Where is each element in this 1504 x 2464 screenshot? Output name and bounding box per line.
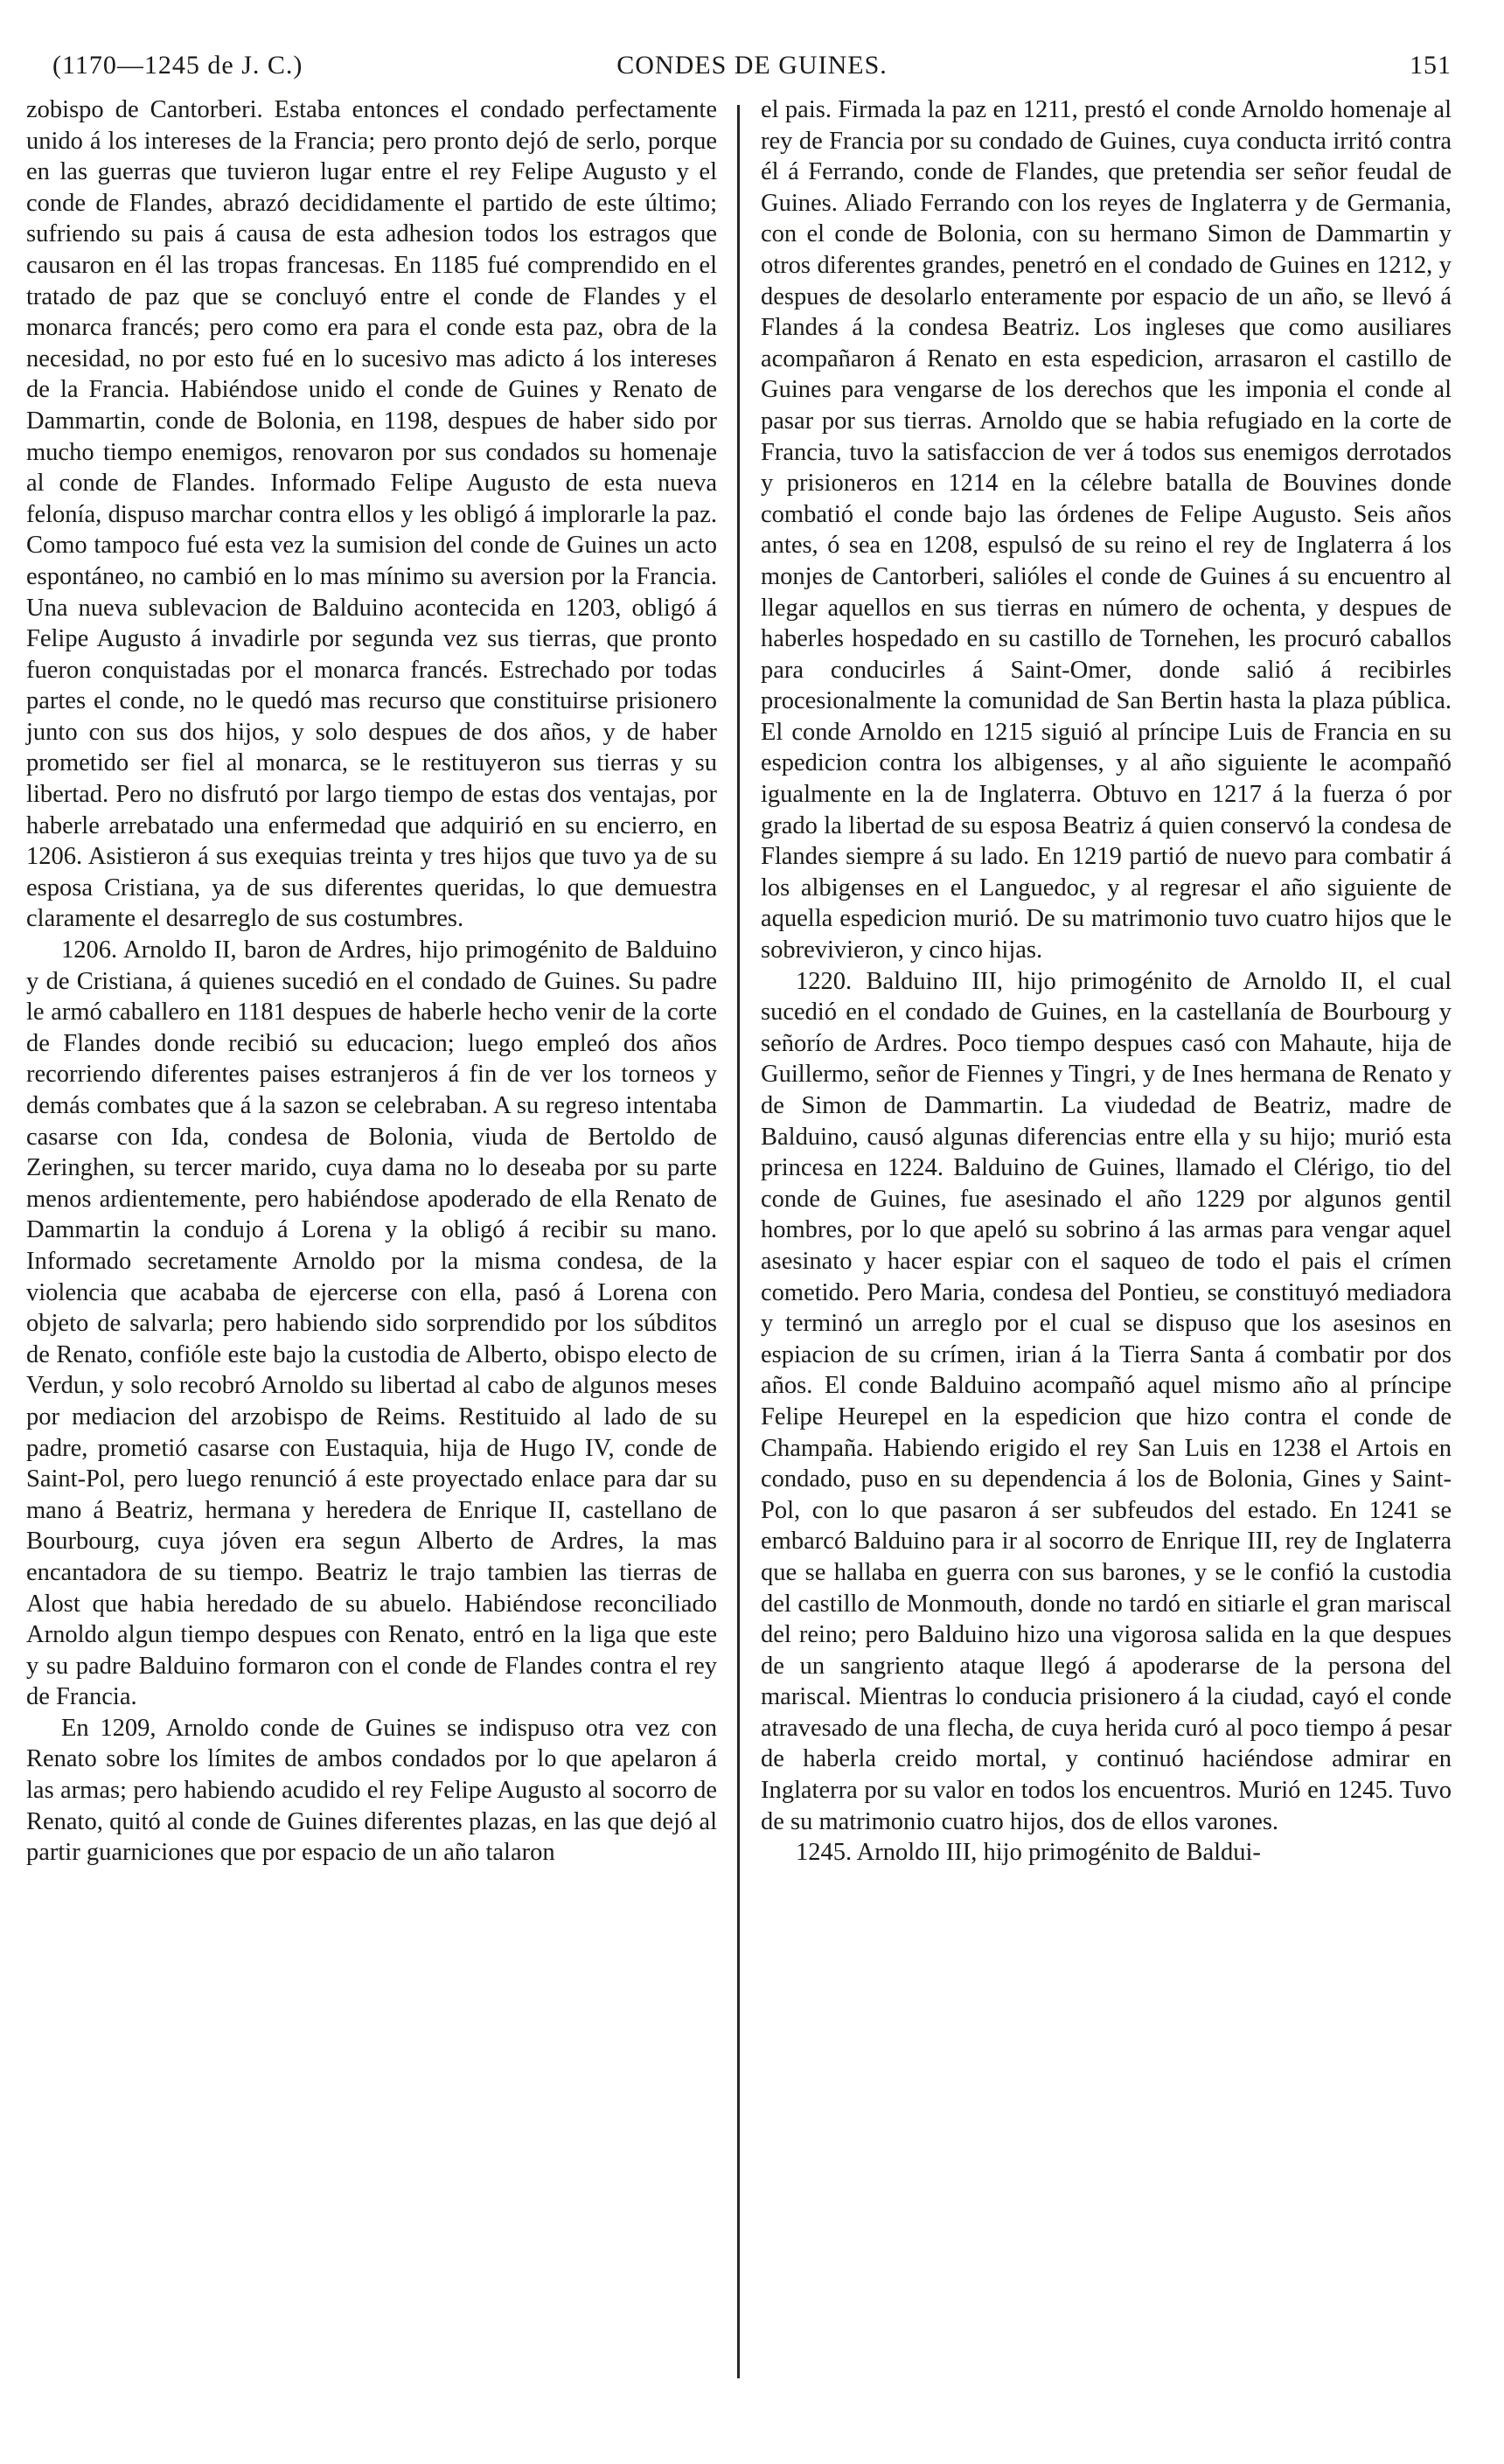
paragraph: el pais. Firmada la paz en 1211, prestó el conde Arnoldo homenaje al rey de Francia por su condado de Guines, cuya conducta irritó contra él á Ferrando, conde de Flandes, que pretendia ser señor feudal de Guines. Aliado Ferrando con los reyes de Inglaterra y de Germania, con el conde de Bolonia, con su hermano Simon de Dammartin y otros diferentes grandes, penetró en el condado de Guines en 1212, y despues de desolarlo enteramente por espacio de un año, se llevó á Flandes á la condesa Beatriz. Los ingleses que como ausiliares acompañaron á Renato en esta espedicion, arrasaron el castillo de Guines para vengarse de los derechos que les imponia el conde al pasar por sus tierras. Arnoldo que se habia refugiado en la corte de Francia, tuvo la satisfaccion de ver á todos sus enemigos derrotados y prisioneros en 1214 en la célebre batalla de Bouvines donde combatió el conde bajo las órdenes de Felipe Augusto. Seis años antes, ó sea en 1208, espulsó de su reino el rey de Inglaterra á los monjes de Cantorberi, salióles el conde de Guines á su encuentro al llegar aquellos en sus tierras en número de ochenta, y despues de haberles hospedado en su castillo de Tornehen, les procuró caballos para conducirles á Saint-Omer, donde salió á recibirles procesionalmente la comunidad de San Bertin hasta la plaza pública. El conde Arnoldo en 1215 siguió al príncipe Luis de Francia en su espedicion contra los albigenses, y al año siguiente le acompañó igualmente en la de Inglaterra. Obtuvo en 1217 á la fuerza ó por grado la libertad de su esposa Beatriz á quien conservó la condesa de Flandes siempre á su lado. En 1219 partió de nuevo para combatir á los albigenses en el Languedoc, y al regresar el año siguiente de aquella espedicion murió. De su matrimonio tuvo cuatro hijos que le sobrevivieron, y cinco hijas. <box>761 96 1452 964</box>
paragraph: En 1209, Arnoldo conde de Guines se indispuso otra vez con Renato sobre los límites de ambos condados por lo que apelaron á las armas; pero habiendo acudido el rey Felipe Augusto al socorro de Renato, quitó al conde de Guines diferentes plazas, en las que dejó al partir guarniciones que por espacio de un año talaron <box>26 1714 717 1867</box>
page <box>26 0 1478 2464</box>
page-number: 151 <box>1410 51 1452 80</box>
paragraph: 1245. Arnoldo III, hijo primogénito de Baldui- <box>796 1839 1261 1867</box>
column-divider <box>737 105 740 2378</box>
running-header <box>52 51 1452 86</box>
header-title: CONDES DE GUINES. <box>616 51 888 80</box>
left-column <box>26 94 717 1869</box>
paragraph: 1206. Arnoldo II, baron de Ardres, hijo primogénito de Balduino y de Cristiana, á quienes sucedió en el condado de Guines. Su padre le armó caballero en 1181 despues de haberle hecho venir de la corte de Flandes donde recibió su educacion; luego empleó dos años recorriendo diferentes paises estranjeros á fin de ver los torneos y demás combates que á la sazon se celebraban. A su regreso intentaba casarse con Ida, condesa de Bolonia, viuda de Bertoldo de Zeringhen, su tercer marido, cuya dama no lo deseaba por su parte menos ardientemente, pero habiéndose apoderado de ella Renato de Dammartin la condujo á Lorena y la obligó á recibir su mano. Informado secretamente Arnoldo por la misma condesa, de la violencia que acababa de ejercerse con ella, pasó á Lorena con objeto de salvarla; pero habiendo sido sorprendido por los súbditos de Renato, confióle este bajo la custodia de Alberto, obispo electo de Verdun, y solo recobró Arnoldo su libertad al cabo de algunos meses por mediacion del arzobispo de Reims. Restituido al lado de su padre, prometió casarse con Eustaquia, hija de Hugo IV, conde de Saint-Pol, pero luego renunció á este proyectado enlace para dar su mano á Beatriz, hermana y heredera de Enrique II, castellano de Bourbourg, cuya jóven era segun Alberto de Ardres, la mas encantadora de su tiempo. Beatriz le trajo tambien las tierras de Alost que habia heredado de su abuelo. Habiéndose reconciliado Arnoldo algun tiempo despues con Renato, entró en la liga que este y su padre Balduino formaron con el conde de Flandes contra el rey de Francia. <box>26 936 717 1711</box>
paragraph: 1220. Balduino III, hijo primogénito de Arnoldo II, el cual sucedió en el condado de Guines, en la castellanía de Bourbourg y señorío de Ardres. Poco tiempo despues casó con Mahaute, hija de Guillermo, señor de Fiennes y Tingri, y de Ines hermana de Renato y de Simon de Dammartin. La viudedad de Beatriz, madre de Balduino, causó algunas diferencias entre ella y su hijo; murió esta princesa en 1224. Balduino de Guines, llamado el Clérigo, tio del conde de Guines, fue asesinado el año 1229 por algunos gentil hombres, por lo que apeló su sobrino á las armas para vengar aquel asesinato y hacer espiar con el saqueo de todo el pais el crímen cometido. Pero Maria, condesa del Pontieu, se constituyó mediadora y terminó un arreglo por el cual se dispuso que los asesinos en espiacion de su crímen, irian á la Tierra Santa á combatir por dos años. El conde Balduino acompañó aquel mismo año al príncipe Felipe Heurepel en la espedicion que hizo contra el conde de Champaña. Habiendo erigido el rey San Luis en 1238 el Artois en condado, puso en su dependencia á los de Bolonia, Gines y Saint-Pol, con lo que pasaron á ser subfeudos del estado. En 1241 se embarcó Balduino para ir al socorro de Enrique III, rey de Inglaterra que se hallaba en guerra con sus barones, y se le confió la custodia del castillo de Monmouth, donde no tardó en sitiarle el gran mariscal del reino; pero Balduino hizo una vigorosa salida en la que despues de un sangriento ataque llegó á apoderarse de la persona del mariscal. Mientras lo conducia prisionero á la ciudad, cayó el conde atravesado de una flecha, de cuya herida curó al poco tiempo á pesar de haberla creido mortal, y continuó haciéndose admirar en Inglaterra por su valor en todos los encuentros. Murió en 1245. Tuvo de su matrimonio cuatro hijos, dos de ellos varones. <box>761 967 1452 1835</box>
paragraph: zobispo de Cantorberi. Estaba entonces el condado perfectamente unido á los intereses de la Francia; pero pronto dejó de serlo, porque en las guerras que tuvieron lugar entre el rey Felipe Augusto y el conde de Flandes, abrazó decididamente el partido de este último; sufriendo su pais á causa de esta adhesion todos los estragos que causaron en él las tropas francesas. En 1185 fué comprendido en el tratado de paz que se concluyó entre el conde de Flandes y el monarca francés; pero como era para el conde esta paz, obra de la necesidad, no por esto fué en lo sucesivo mas adicto á los intereses de la Francia. Habiéndose unido el conde de Guines y Renato de Dammartin, conde de Bolonia, en 1198, despues de haber sido por mucho tiempo enemigos, renovaron por sus condados su homenaje al conde de Flandes. Informado Felipe Augusto de esta nueva felonía, dispuso marchar contra ellos y les obligó á implorarle la paz. Como tampoco fué esta vez la sumision del conde de Guines un acto espontáneo, no cambió en lo mas mínimo su aversion por la Francia. Una nueva sublevacion de Balduino acontecida en 1203, obligó á Felipe Augusto á invadirle por segunda vez sus tierras, que pronto fueron conquistadas por el monarca francés. Estrechado por todas partes el conde, no le quedó mas recurso que constituirse prisionero junto con sus dos hijos, y solo despues de dos años, y de haber prometido ser fiel al monarca, se le restituyeron sus tierras y su libertad. Pero no disfrutó por largo tiempo de estas dos ventajas, por haberle arrebatado una enfermedad que adquirió en su encierro, en 1206. Asistieron á sus exequias treinta y tres hijos que tuvo ya de su esposa Cristiana, ya de sus diferentes queridas, lo que demuestra claramente el desarreglo de sus costumbres. <box>26 96 717 933</box>
right-column <box>761 94 1452 1869</box>
header-date-range: (1170—1245 de J. C.) <box>52 51 303 80</box>
